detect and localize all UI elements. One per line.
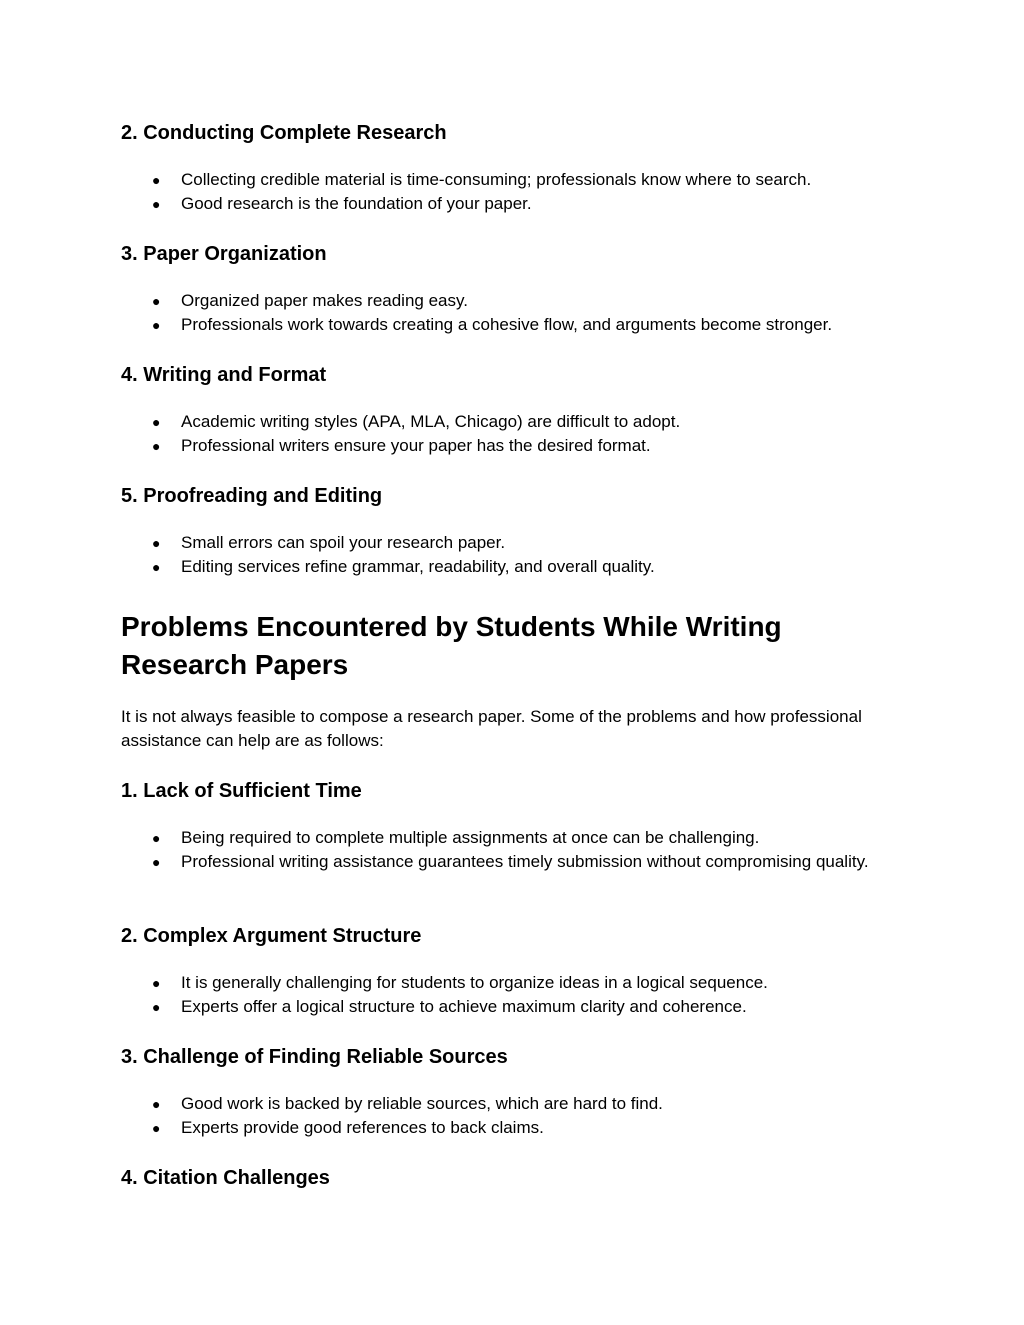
list-item-text: Experts provide good references to back claims. bbox=[181, 1118, 544, 1137]
list-item-text: Good work is backed by reliable sources, which are hard to find. bbox=[181, 1094, 663, 1113]
list-item bbox=[121, 434, 901, 458]
list-item-text: Academic writing styles (APA, MLA, Chicago) are difficult to adopt. bbox=[181, 412, 681, 431]
list-item-text: Experts offer a logical structure to achieve maximum clarity and coherence. bbox=[181, 997, 747, 1016]
bullet-icon: ● bbox=[152, 438, 161, 454]
list-item bbox=[121, 995, 901, 1019]
list-item bbox=[121, 289, 901, 313]
section-heading: 5. Proofreading and Editing bbox=[121, 485, 383, 507]
list-item-text: Good research is the foundation of your paper. bbox=[181, 194, 532, 213]
bullet-icon: ● bbox=[152, 414, 161, 430]
list-item-text: Professional writing assistance guarantees timely submission without compromising quality. bbox=[181, 852, 869, 871]
list-item-text: Professionals work towards creating a cohesive flow, and arguments become stronger. bbox=[181, 315, 833, 334]
bullet-list bbox=[121, 168, 901, 216]
list-item-text: Professional writers ensure your paper has the desired format. bbox=[181, 436, 651, 455]
bullet-icon: ● bbox=[152, 830, 161, 846]
bullet-list bbox=[121, 531, 901, 579]
bullet-icon: ● bbox=[152, 559, 161, 575]
bullet-list bbox=[121, 826, 901, 874]
section-heading: 4. Writing and Format bbox=[121, 364, 327, 386]
bullet-list bbox=[121, 289, 901, 337]
list-item bbox=[121, 826, 901, 850]
list-item-text: Small errors can spoil your research paper. bbox=[181, 533, 506, 552]
list-item bbox=[121, 168, 901, 192]
list-item bbox=[121, 313, 901, 337]
section-heading: 1. Lack of Sufficient Time bbox=[121, 780, 362, 802]
section-heading: 3. Paper Organization bbox=[121, 243, 327, 265]
list-item bbox=[121, 850, 901, 874]
bullet-icon: ● bbox=[152, 1120, 161, 1136]
list-item bbox=[121, 1116, 901, 1140]
bullet-icon: ● bbox=[152, 975, 161, 991]
bullet-icon: ● bbox=[152, 317, 161, 333]
bullet-icon: ● bbox=[152, 854, 161, 870]
bullet-icon: ● bbox=[152, 172, 161, 188]
list-item-text: Collecting credible material is time-consuming; professionals know where to search. bbox=[181, 170, 812, 189]
list-item bbox=[121, 192, 901, 216]
list-item bbox=[121, 555, 901, 579]
intro-paragraph: It is not always feasible to compose a research paper. Some of the problems and how professional assistance can help are as follows: bbox=[121, 707, 862, 750]
section-heading: 3. Challenge of Finding Reliable Sources bbox=[121, 1046, 508, 1068]
list-item bbox=[121, 1092, 901, 1116]
bullet-icon: ● bbox=[152, 999, 161, 1015]
list-item bbox=[121, 971, 901, 995]
bullet-list bbox=[121, 1092, 901, 1140]
list-item-text: Being required to complete multiple assignments at once can be challenging. bbox=[181, 828, 760, 847]
list-item-text: It is generally challenging for students to organize ideas in a logical sequence. bbox=[181, 973, 768, 992]
bullet-icon: ● bbox=[152, 535, 161, 551]
bullet-list bbox=[121, 410, 901, 458]
bullet-icon: ● bbox=[152, 196, 161, 212]
list-item bbox=[121, 410, 901, 434]
section-heading: 4. Citation Challenges bbox=[121, 1167, 330, 1189]
bullet-icon: ● bbox=[152, 293, 161, 309]
bullet-icon: ● bbox=[152, 1096, 161, 1112]
section-title: Problems Encountered by Students While Writing Research Papers bbox=[121, 611, 782, 680]
bullet-list bbox=[121, 971, 901, 1019]
section-heading: 2. Complex Argument Structure bbox=[121, 925, 422, 947]
list-item-text: Organized paper makes reading easy. bbox=[181, 291, 468, 310]
list-item-text: Editing services refine grammar, readability, and overall quality. bbox=[181, 557, 655, 576]
list-item bbox=[121, 531, 901, 555]
section-heading: 2. Conducting Complete Research bbox=[121, 122, 447, 144]
